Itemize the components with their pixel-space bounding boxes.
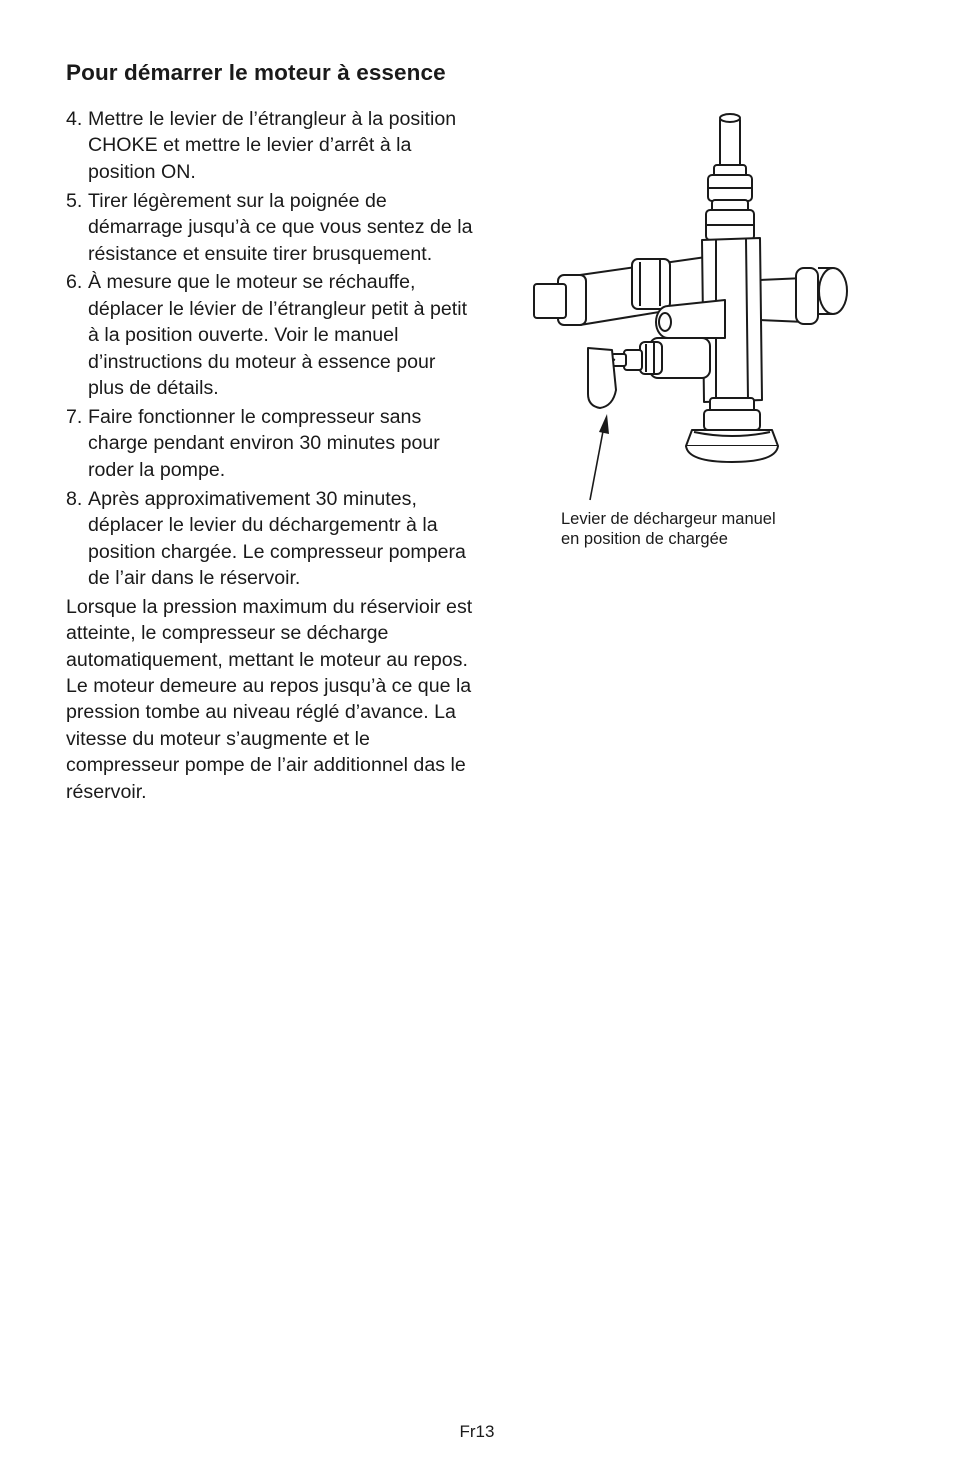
step-item [66, 486, 476, 592]
step-list [66, 106, 476, 591]
page-title: Pour démarrer le moteur à essence [66, 60, 446, 85]
step-item [66, 269, 476, 401]
step-number: 4. [66, 108, 83, 130]
step-number: 5. [66, 189, 83, 212]
step-text: À mesure que le moteur se réchauffe, déplacer le lévier de l’étrangleur petit à petit à la position ouverte. Voir le manuel d’instructions du moteur à essence pour plus de détails. [88, 271, 468, 400]
unloader-valve-illustration [520, 110, 860, 510]
step-text: Après approximativement 30 minutes, déplacer le levier du déchargementr à la position chargée. Le compresseur pompera de l’air dans le réservoir. [88, 487, 466, 589]
caption-line: Levier de déchargeur manuel [561, 510, 776, 528]
page-number: Fr13 [459, 1422, 495, 1441]
step-number: 8. [66, 487, 83, 510]
step-text: Tirer légèrement sur la poignée de démarrage jusqu’à ce que vous sentez de la résistance et ensuite tirer brusquement. [88, 189, 473, 265]
step-text: Mettre le levier de l’étrangleur à la position CHOKE et mettre le levier d’arrêt à la position ON. [88, 108, 457, 183]
body-paragraph: Lorsque la pression maximum du réservioir est atteinte, le compresseur se décharge automatiquement, mettant le moteur au repos. Le moteur demeure au repos jusqu’à ce que la pression tombe au niveau réglé d’avance. La vitesse du moteur s’augmente et le compresseur pompe de l’air additionnel das le réservoir. [66, 595, 473, 803]
step-number: 7. [66, 405, 83, 428]
step-text: Faire fonctionner le compresseur sans charge pendant environ 30 minutes pour roder la pompe. [88, 405, 440, 481]
caption-line: en position de chargée [561, 529, 728, 548]
instructions [66, 106, 476, 805]
step-number: 6. [66, 271, 83, 294]
step-item [66, 188, 476, 267]
step-item [66, 106, 476, 185]
step-item [66, 404, 476, 483]
unloader-valve-figure [520, 110, 860, 510]
figure-caption [561, 510, 851, 549]
